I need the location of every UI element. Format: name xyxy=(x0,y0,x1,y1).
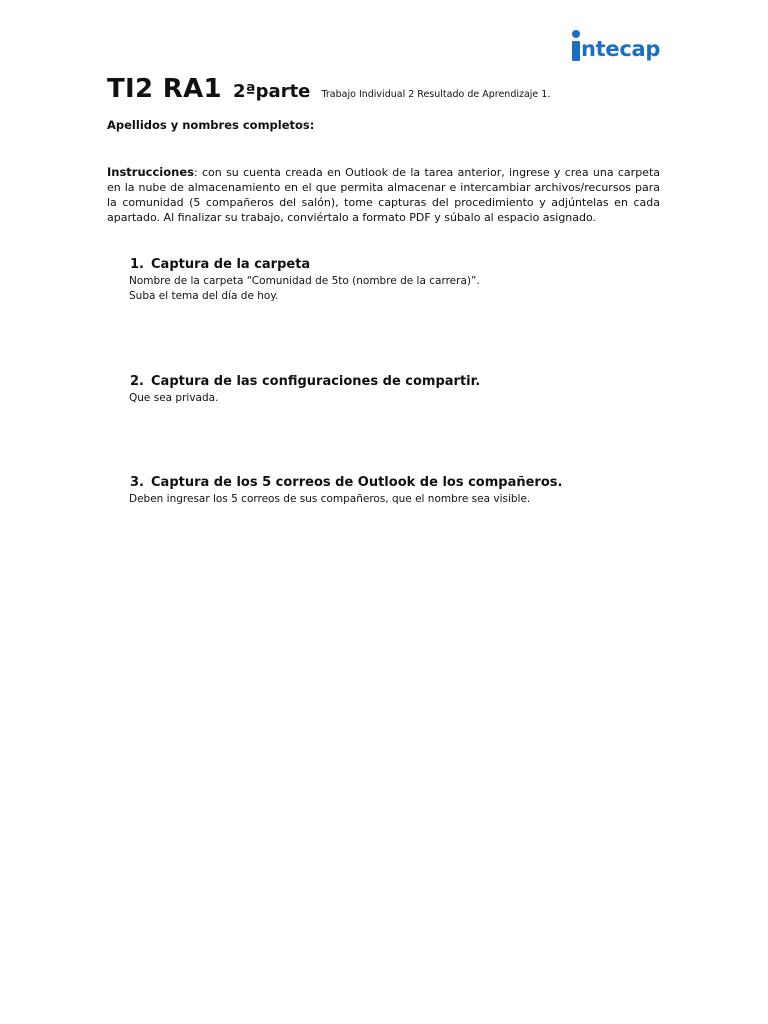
title-part: 2ªparte xyxy=(232,81,311,102)
logo-dot-icon xyxy=(572,30,580,38)
task-description xyxy=(129,492,669,507)
task-heading xyxy=(130,257,669,272)
task-heading-text: Captura de los 5 correos de Outlook de los compañeros. xyxy=(151,475,563,490)
task-number: 1. xyxy=(130,257,144,272)
task-number: 3. xyxy=(130,475,144,490)
task-number: 2. xyxy=(130,374,144,389)
intecap-logo xyxy=(570,30,670,66)
instructions-lead: Instrucciones xyxy=(107,165,194,179)
task-description xyxy=(129,274,669,304)
title-main: TI2 RA1 xyxy=(107,74,222,104)
task-description xyxy=(129,391,669,406)
task-heading xyxy=(130,475,669,490)
task-item-1 xyxy=(129,257,669,304)
instructions-paragraph xyxy=(107,165,660,225)
task-heading xyxy=(130,374,669,389)
instructions-text: : con su cuenta creada en Outlook de la tarea anterior, ingrese y crea una carpeta en la nube de almacenamiento en el que permita almacenar e intercambiar archivos/recursos para la comunidad (5 compañeros del salón), tome capturas del procedimiento y adjúntelas en cada apartado. Al finalizar su trabajo, conviértalo a formato PDF y súbalo al espacio asignado. xyxy=(107,166,660,224)
logo-stem-icon xyxy=(572,41,580,61)
task-line: Deben ingresar los 5 correos de sus compañeros, que el nombre sea visible. xyxy=(129,493,531,505)
logo-text: ntecap xyxy=(581,37,661,61)
task-line: Que sea privada. xyxy=(129,392,219,404)
title-subtitle: Trabajo Individual 2 Resultado de Aprendizaje 1. xyxy=(321,89,551,100)
document-title xyxy=(107,74,550,104)
task-line: Suba el tema del día de hoy. xyxy=(129,290,279,302)
task-item-3 xyxy=(129,475,669,507)
task-heading-text: Captura de las configuraciones de compartir. xyxy=(151,374,481,389)
task-line: Nombre de la carpeta “Comunidad de 5to (nombre de la carrera)”. xyxy=(129,275,480,287)
task-heading-text: Captura de la carpeta xyxy=(151,257,311,272)
names-label: Apellidos y nombres completos: xyxy=(107,118,315,132)
task-item-2 xyxy=(129,374,669,406)
